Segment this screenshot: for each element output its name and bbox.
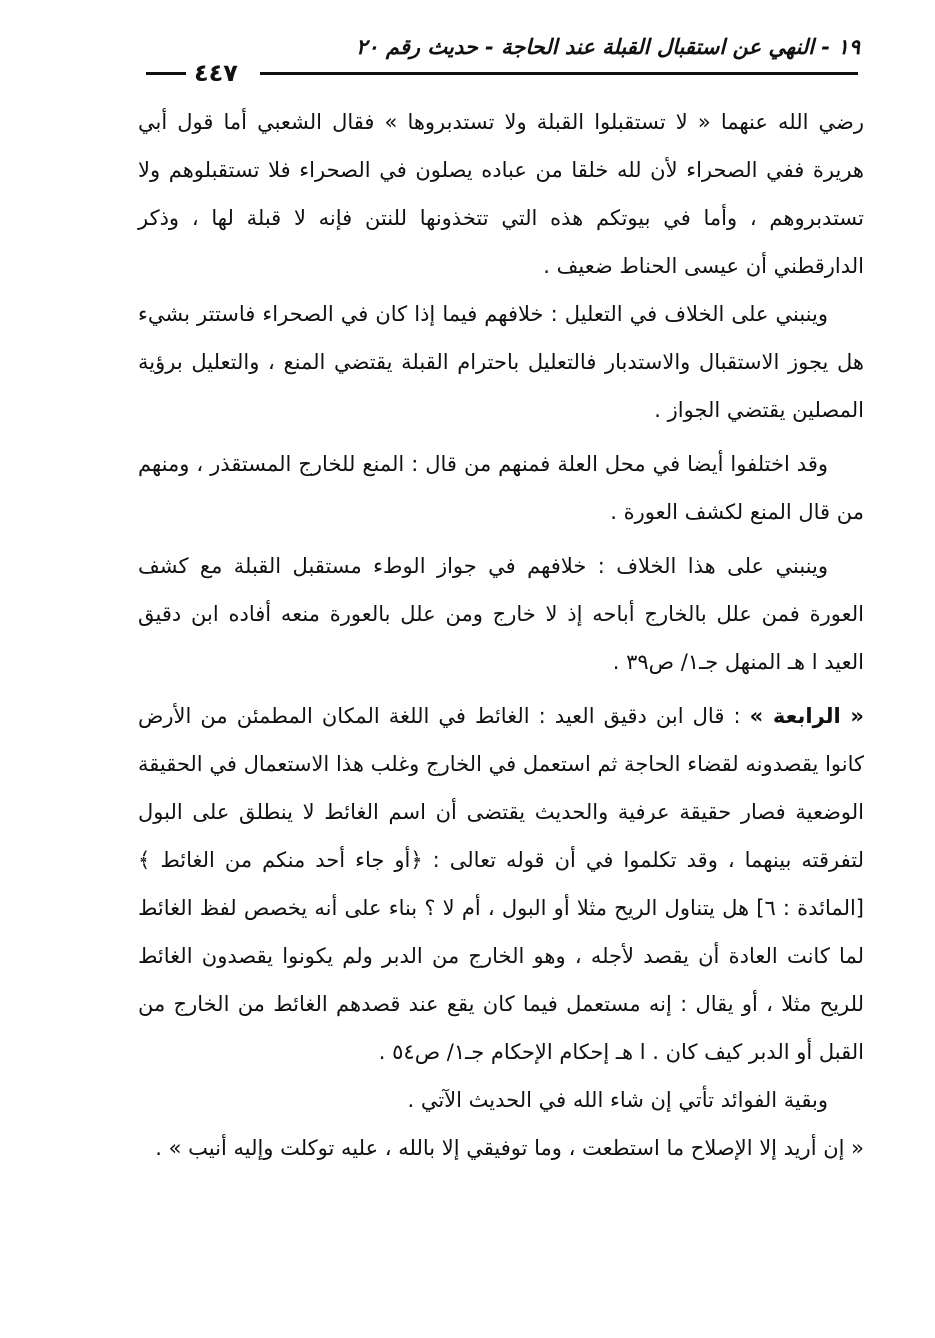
paragraph-text: رضي الله عنهما « لا تستقبلوا القبلة ولا تستدبروها » فقال الشعبي أما قول أبي هريرة ففي الصحراء لأن لله خلقا من عباده يصلون في الصحراء فلا تستقبلوهم ولا تستدبروهم ، وأما في بيوتكم هذه التي تتخذونها للنتن فإنه لا قبلة لها ، وذكر الدارقطني أن عيسى الحناط ضعيف . <box>138 110 864 278</box>
paragraph-text: وينبني على الخلاف في التعليل : خلافهم فيما إذا كان في الصحراء فاستتر بشيء هل يجوز الاستقبال والاستدبار فالتعليل باحترام القبلة يقتضي المنع ، والتعليل برؤية المصلين يقتضي الجواز . <box>138 302 864 422</box>
page-number: ٤٤٧ <box>194 59 238 87</box>
page-body <box>138 98 864 1172</box>
paragraph-text: « إن أريد إلا الإصلاح ما استطعت ، وما توفيقي إلا بالله ، عليه توكلت وإليه أنيب » . <box>155 1136 864 1160</box>
paragraph-text: : قال ابن دقيق العيد : الغائط في اللغة المكان المطمئن من الأرض كانوا يقصدونه لقضاء الحاجة ثم استعمل في الخارج وغلب هذا الاستعمال في الحقيقة الوضعية فصار حقيقة عرفية والحديث يقتضى أن اسم الغائط لا ينطلق على البول لتفرقته بينهما ، وقد تكلموا في أن قوله تعالى : ﴿أو جاء أحد منكم من الغائط ﴾ [المائدة : ٦] هل يتناول الريح مثلا أو البول ، أم لا ؟ بناء على أنه يخصص لفظ الغائط لما كانت العادة أن يقصد لأجله ، وهو الخارج من الدبر ولم يكونوا يقصدون الغائط للريح مثلا ، أو يقال : إنه مستعمل فيما كان يقع عند قصدهم الغائط من الخارج من القبل أو الدبر كيف كان . ا هـ إحكام الإحكام جـ١/ ص٥٤ . <box>138 704 865 1064</box>
paragraph-lead: « الرابعة » <box>749 704 864 728</box>
paragraph-7 <box>138 1124 864 1172</box>
paragraph-5 <box>138 692 864 1076</box>
header-dash <box>146 72 186 75</box>
running-header <box>140 30 860 94</box>
header-rule <box>260 72 858 75</box>
paragraph-text: وينبني على هذا الخلاف : خلافهم في جواز الوطء مستقبل القبلة مع كشف العورة فمن علل بالخارج أباحه إذ لا خارج ومن علل بالعورة منعه أفاده ابن دقيق العيد ا هـ المنهل جـ١/ ص٣٩ . <box>138 554 864 674</box>
paragraph-text: وقد اختلفوا أيضا في محل العلة فمنهم من قال : المنع للخارج المستقذر ، ومنهم من قال المنع لكشف العورة . <box>138 452 864 524</box>
paragraph-4 <box>138 542 864 686</box>
paragraph-1 <box>138 98 864 290</box>
paragraph-6 <box>138 1076 864 1124</box>
paragraph-text: وبقية الفوائد تأتي إن شاء الله في الحديث الآتي . <box>407 1088 828 1112</box>
paragraph-3 <box>138 440 864 536</box>
header-title: ١٩ - النهي عن استقبال القبلة عند الحاجة - حديث رقم ٢٠ <box>356 35 860 59</box>
paragraph-2 <box>138 290 864 434</box>
